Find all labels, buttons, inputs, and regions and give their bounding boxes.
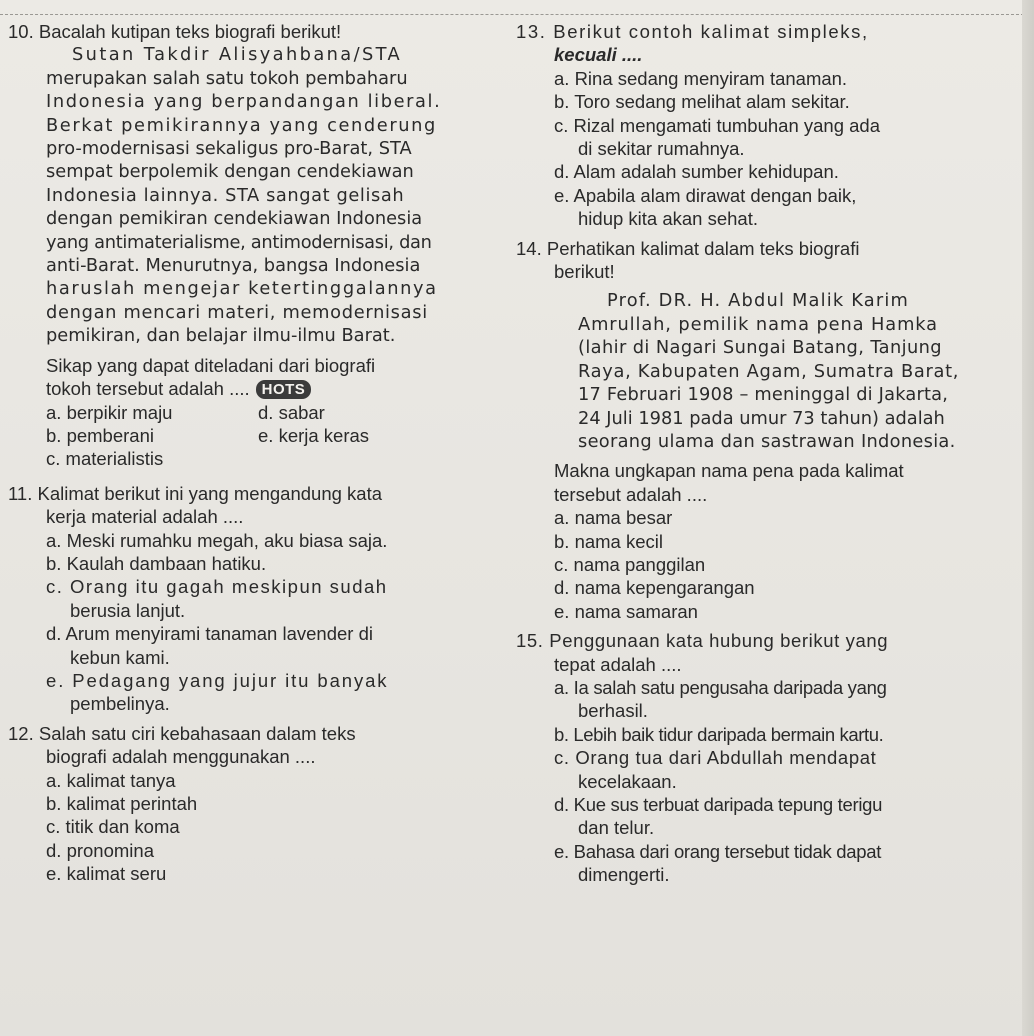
question-stem: Salah satu ciri kebahasaan dalam teks — [38, 722, 356, 744]
option-text: berhasil. — [578, 700, 648, 722]
passage-line: dengan mencari materi, memodernisasi — [46, 301, 428, 323]
option-c[interactable]: c. materialistis — [46, 448, 164, 470]
option-text: kecelakaan. — [578, 770, 677, 792]
option-text: c. Rizal mengamati tumbuhan yang ada — [554, 114, 880, 136]
option-b[interactable]: b. nama kecil — [554, 530, 663, 552]
question-stem: Bacalah kutipan teks biografi berikut! — [38, 21, 342, 42]
option-c[interactable]: c. titik dan koma — [46, 816, 180, 838]
question-prompt: tersebut adalah .... — [554, 483, 708, 505]
question-prompt: Makna ungkapan nama pena pada kalimat — [554, 460, 904, 482]
option-d[interactable]: d. pronomina — [46, 839, 154, 861]
option-text: d. Arum menyirami tanaman lavender di — [46, 623, 373, 645]
option-text: pembelinya. — [70, 693, 170, 715]
passage-line: 17 Februari 1908 – meninggal di Jakarta, — [578, 384, 949, 406]
option-text: a. Ia salah satu pengusaha daripada yang — [554, 676, 887, 698]
option-d[interactable]: d. nama kepengarangan — [554, 577, 755, 599]
option-b[interactable]: b. Toro sedang melihat alam sekitar. — [554, 91, 850, 113]
option-d[interactable] — [8, 622, 494, 669]
question-11 — [8, 482, 494, 716]
question-number: 15. — [516, 630, 544, 652]
option-text: c. Orang tua dari Abdullah mendapat — [554, 747, 877, 769]
question-number: 10. — [8, 21, 34, 42]
question-13 — [516, 20, 1024, 231]
passage-line: pemikiran, dan belajar ilmu-ilmu Barat. — [46, 325, 396, 347]
passage-line: Indonesia lainnya. STA sangat gelisah — [46, 184, 405, 206]
option-a[interactable]: a. Meski rumahku megah, aku biasa saja. — [46, 529, 388, 551]
option-b[interactable]: b. kalimat perintah — [46, 793, 198, 814]
passage-line: (lahir di Nagari Sungai Batang, Tanjung — [578, 337, 942, 359]
question-number: 14. — [516, 237, 542, 259]
passage-line: Amrullah, pemilik nama pena Hamka — [578, 313, 938, 335]
passage-line: yang antimaterialisme, antimodernisasi, dan — [46, 231, 432, 253]
option-e[interactable]: e. nama samaran — [554, 600, 698, 622]
question-14 — [516, 237, 1024, 624]
question-stem: berikut! — [554, 261, 615, 283]
option-c[interactable]: c. nama panggilan — [554, 553, 706, 575]
page-top-edge — [0, 0, 1034, 15]
question-prompt: tokoh tersebut adalah .... — [46, 378, 250, 400]
question-12 — [8, 722, 494, 886]
passage-line: seorang ulama dan sastrawan Indonesia. — [578, 430, 956, 452]
option-text: dimengerti. — [578, 864, 670, 886]
biography-quote — [516, 289, 1024, 453]
passage-line: anti-Barat. Menurutnya, bangsa Indonesia — [46, 255, 421, 277]
option-b[interactable]: b. Lebih baik tidur daripada bermain kartu. — [554, 723, 884, 745]
option-text: d. Kue sus terbuat daripada tepung terigu — [554, 794, 883, 815]
question-number: 12. — [8, 722, 34, 744]
hots-badge: HOTS — [256, 380, 312, 399]
option-text: kebun kami. — [70, 646, 170, 668]
option-d[interactable] — [516, 793, 1024, 840]
question-stem: Penggunaan kata hubung berikut yang — [549, 630, 889, 652]
option-e[interactable] — [516, 840, 1024, 887]
option-text: dan telur. — [578, 817, 655, 839]
option-d[interactable]: d. Alam adalah sumber kehidupan. — [554, 161, 839, 183]
option-a[interactable]: a. kalimat tanya — [46, 769, 176, 791]
option-text: e. Apabila alam dirawat dengan baik, — [554, 184, 857, 206]
option-text: e. Bahasa dari orang tersebut tidak dapat — [554, 840, 882, 862]
options-row — [8, 401, 494, 424]
option-text: berusia lanjut. — [70, 599, 186, 621]
option-e[interactable]: e. kalimat seru — [46, 863, 167, 885]
passage-line: sempat berpolemik dengan cendekiawan — [46, 161, 414, 183]
question-stem: kerja material adalah .... — [46, 506, 244, 528]
options-row — [8, 424, 494, 447]
passage-line: Prof. DR. H. Abdul Malik Karim — [607, 290, 910, 312]
option-c[interactable] — [516, 746, 1024, 793]
option-text: hidup kita akan sehat. — [578, 208, 758, 230]
option-text: c. Orang itu gagah meskipun sudah — [46, 576, 388, 598]
question-stem: Perhatikan kalimat dalam teks biografi — [546, 237, 860, 259]
left-column — [8, 20, 494, 886]
question-number: 11. — [8, 482, 33, 504]
option-c[interactable] — [516, 114, 1024, 161]
passage-line: merupakan salah satu tokoh pembaharu — [46, 67, 408, 89]
option-a[interactable]: a. nama besar — [554, 507, 673, 529]
option-text: di sekitar rumahnya. — [578, 138, 745, 160]
right-column — [516, 20, 1024, 887]
question-number: 13. — [516, 21, 547, 42]
question-10 — [8, 20, 494, 471]
passage-line: dengan pemikiran cendekiawan Indonesia — [46, 208, 423, 230]
question-15 — [516, 629, 1024, 886]
option-a[interactable] — [516, 676, 1024, 723]
passage-line: Sutan Takdir Alisyahbana/STA — [72, 44, 403, 66]
option-a[interactable]: a. berpikir maju — [46, 401, 173, 423]
question-prompt: Sikap yang dapat diteladani dari biografi — [46, 354, 376, 376]
passage-line: Raya, Kabupaten Agam, Sumatra Barat, — [578, 360, 960, 382]
question-stem: biografi adalah menggunakan .... — [46, 746, 316, 768]
question-stem-emphasis: kecuali .... — [554, 44, 643, 66]
option-a[interactable]: a. Rina sedang menyiram tanaman. — [554, 67, 848, 89]
question-stem: tepat adalah .... — [554, 653, 682, 675]
passage-line: pro-modernisasi sekaligus pro-Barat, STA — [46, 138, 412, 160]
passage-line: Indonesia yang berpandangan liberal. — [46, 91, 442, 113]
passage-line: Berkat pemikirannya yang cenderung — [46, 114, 437, 136]
passage-line: 24 Juli 1981 pada umur 73 tahun) adalah — [578, 407, 945, 429]
passage-line: haruslah mengejar ketertinggalannya — [46, 278, 438, 300]
option-e[interactable]: e. kerja keras — [258, 424, 370, 446]
option-text: e. Pedagang yang jujur itu banyak — [46, 669, 389, 691]
biography-passage — [8, 43, 494, 347]
option-b[interactable]: b. Kaulah dambaan hatiku. — [46, 552, 267, 574]
option-b[interactable]: b. pemberani — [46, 424, 154, 446]
question-stem: Kalimat berikut ini yang mengandung kata — [37, 482, 383, 504]
option-e[interactable] — [8, 669, 494, 716]
option-d[interactable]: d. sabar — [258, 401, 325, 423]
option-c[interactable] — [8, 575, 494, 622]
question-stem: Berikut contoh kalimat simpleks, — [553, 21, 869, 42]
option-e[interactable] — [516, 184, 1024, 231]
